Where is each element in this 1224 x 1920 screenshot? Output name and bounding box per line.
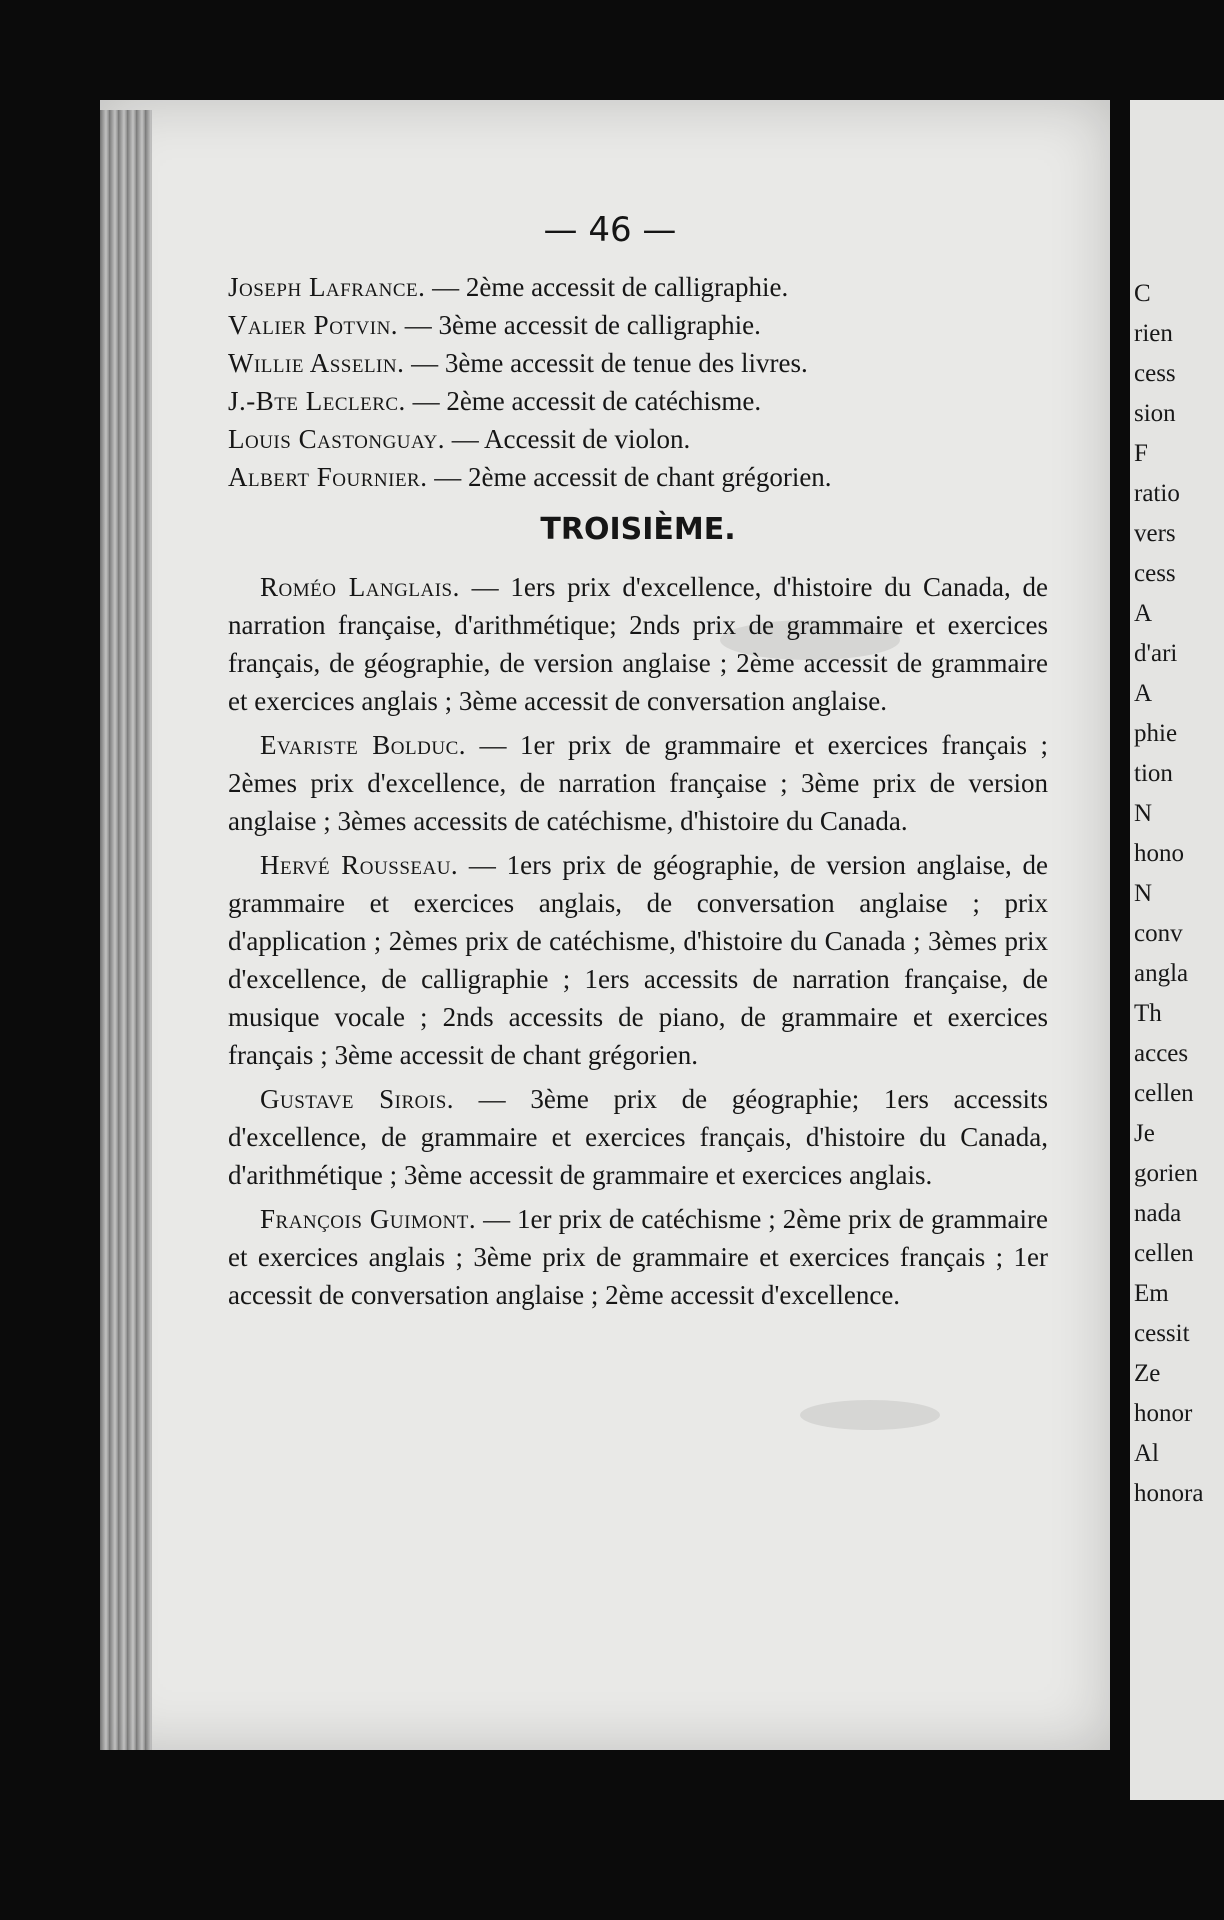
prize-paragraph	[228, 568, 1048, 720]
paragraph-text: — 3ème prix de géographie; 1ers accessits d'excellence, de grammaire et exercices français, d'histoire du Canada, d'arithmétique ; 3ème accessit de grammaire et exercices anglais.	[228, 1084, 1048, 1190]
entry-line	[228, 420, 1048, 458]
student-name: J.-Bte Leclerc.	[228, 386, 406, 416]
paragraph-text: — 1ers prix d'excellence, d'histoire du Canada, de narration française, d'arithmétique; 2nds prix de grammaire et exercices français, de géographie, de version anglaise ; 2ème accessit de grammaire et exercices anglais ; 3ème accessit de conversation anglaise.	[228, 572, 1048, 716]
prize-paragraphs	[228, 568, 1048, 1314]
next-page-fragment: vers	[1134, 520, 1176, 547]
next-page-fragment: phie	[1134, 720, 1178, 747]
student-name: Willie Asselin.	[228, 348, 405, 378]
next-page-fragment: ratio	[1134, 480, 1180, 507]
student-name: François Guimont.	[260, 1204, 477, 1234]
next-page-fragment: honor	[1134, 1400, 1193, 1427]
next-page-fragment: gorien	[1134, 1160, 1198, 1187]
entry-text: — 2ème accessit de catéchisme.	[405, 386, 762, 416]
student-name: Albert Fournier.	[228, 462, 428, 492]
entry-text: — 3ème accessit de tenue des livres.	[404, 348, 808, 378]
student-name: Joseph Lafrance.	[228, 272, 426, 302]
next-page-fragments	[1130, 100, 1224, 1800]
next-page-fragment: cellen	[1134, 1240, 1194, 1267]
student-name: Valier Potvin.	[228, 310, 399, 340]
prize-paragraph	[228, 1080, 1048, 1194]
next-page-fragment: tion	[1134, 760, 1173, 787]
next-page-fragment: Th	[1134, 1000, 1162, 1027]
page-binding	[100, 110, 152, 1750]
entry-line	[228, 306, 1048, 344]
next-page-fragment: Ze	[1134, 1360, 1161, 1387]
next-page-fragment: sion	[1134, 400, 1176, 427]
next-page-fragment: nada	[1134, 1200, 1182, 1227]
next-page-fragment: angla	[1134, 960, 1189, 987]
paragraph-text: — 1er prix de grammaire et exercices français ; 2èmes prix d'excellence, de narration française ; 3ème prix de version anglaise ; 3èmes accessits de catéchisme, d'histoire du Canada.	[228, 730, 1048, 836]
next-page-fragment: N	[1134, 800, 1153, 827]
entry-text: — 2ème accessit de calligraphie.	[425, 272, 789, 302]
next-page-fragment: acces	[1134, 1040, 1189, 1067]
entry-line	[228, 344, 1048, 382]
next-page-fragment: honora	[1134, 1480, 1204, 1507]
next-page-fragment: A	[1134, 600, 1153, 627]
paper-stain	[800, 1400, 940, 1430]
next-page-fragment: cellen	[1134, 1080, 1194, 1107]
next-page-fragment: conv	[1134, 920, 1183, 947]
prize-paragraph	[228, 726, 1048, 840]
next-page-fragment: d'ari	[1134, 640, 1178, 667]
section-title: TROISIÈME.	[540, 512, 736, 547]
student-name: Gustave Sirois.	[260, 1084, 455, 1114]
student-name: Hervé Rousseau.	[260, 850, 459, 880]
next-page-fragment: A	[1134, 680, 1153, 707]
page-content	[228, 268, 1048, 1320]
next-page-fragment: Al	[1134, 1440, 1159, 1467]
prize-paragraph	[228, 846, 1048, 1074]
accessit-list	[228, 268, 1048, 496]
next-page-fragment: Je	[1134, 1120, 1155, 1147]
entry-text: — 3ème accessit de calligraphie.	[398, 310, 761, 340]
entry-text: — 2ème accessit de chant grégorien.	[427, 462, 832, 492]
next-page-edge	[1130, 100, 1224, 1800]
entry-line	[228, 268, 1048, 306]
next-page-fragment: hono	[1134, 840, 1184, 867]
next-page-fragment: rien	[1134, 320, 1173, 347]
entry-line	[228, 458, 1048, 496]
paragraph-text: — 1er prix de catéchisme ; 2ème prix de grammaire et exercices anglais ; 3ème prix de grammaire et exercices français ; 1er accessit de conversation anglaise ; 2ème accessit d'excellence.	[228, 1204, 1048, 1310]
next-page-fragment: F	[1134, 440, 1148, 467]
entry-text: — Accessit de violon.	[444, 424, 691, 454]
next-page-fragment: cessit	[1134, 1320, 1190, 1347]
next-page-fragment: Em	[1134, 1280, 1169, 1307]
next-page-fragment: C	[1134, 280, 1151, 307]
next-page-fragment: cess	[1134, 360, 1176, 387]
prize-paragraph	[228, 1200, 1048, 1314]
student-name: Evariste Bolduc.	[260, 730, 466, 760]
next-page-fragment: cess	[1134, 560, 1176, 587]
student-name: Louis Castonguay.	[228, 424, 445, 454]
next-page-fragment: N	[1134, 880, 1153, 907]
entry-line	[228, 382, 1048, 420]
page-number: — 46 —	[543, 210, 677, 250]
student-name: Roméo Langlais.	[260, 572, 460, 602]
paragraph-text: — 1ers prix de géographie, de version anglaise, de grammaire et exercices anglais, de conversation anglaise ; prix d'application ; 2èmes prix de catéchisme, d'histoire du Canada ; 3èmes prix d'excellence, de calligraphie ; 1ers accessits de narration française, de musique vocale ; 2nds accessits de piano, de grammaire et exercices français ; 3ème accessit de chant grégorien.	[228, 850, 1048, 1070]
